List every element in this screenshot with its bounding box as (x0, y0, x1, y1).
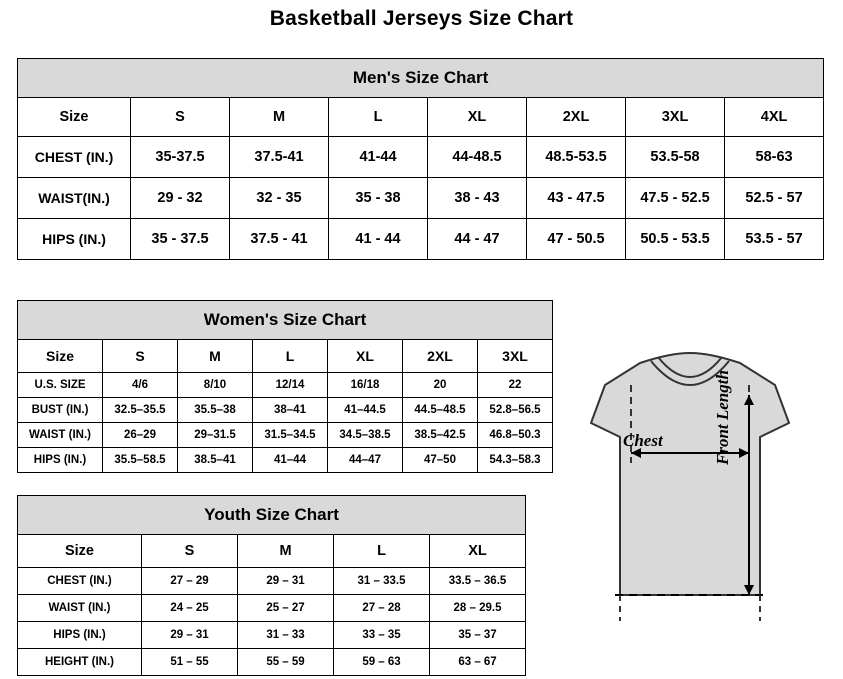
table-row (18, 398, 553, 423)
cell: 55 – 59 (238, 649, 334, 676)
front-length-measure-label: Front Length (713, 370, 732, 465)
youth-row-label-waist: WAIST (IN.) (18, 595, 142, 622)
cell: 33.5 – 36.5 (430, 568, 526, 595)
page-title: Basketball Jerseys Size Chart (269, 7, 574, 30)
cell: 37.5-41 (230, 137, 329, 178)
mens-col-xl: XL (428, 98, 527, 137)
table-row (18, 423, 553, 448)
mens-col-m: M (230, 98, 329, 137)
cell: 28 – 29.5 (430, 595, 526, 622)
mens-col-2xl: 2XL (527, 98, 626, 137)
youth-size-table (17, 495, 526, 676)
table-row (18, 649, 526, 676)
cell: 29 – 31 (142, 622, 238, 649)
table-row (18, 448, 553, 473)
cell: 25 – 27 (238, 595, 334, 622)
cell: 50.5 - 53.5 (626, 219, 725, 260)
womens-col-m: M (178, 340, 253, 373)
table-row (18, 219, 824, 260)
table-row (18, 373, 553, 398)
cell: 12/14 (253, 373, 328, 398)
womens-caption: Women's Size Chart (18, 301, 553, 340)
cell: 41-44 (329, 137, 428, 178)
cell: 31 – 33.5 (334, 568, 430, 595)
womens-size-table (17, 300, 553, 473)
youth-col-l: L (334, 535, 430, 568)
cell: 38.5–41 (178, 448, 253, 473)
cell: 29 – 31 (238, 568, 334, 595)
cell: 43 - 47.5 (527, 178, 626, 219)
mens-size-chart (17, 58, 823, 260)
cell: 44-48.5 (428, 137, 527, 178)
cell: 29–31.5 (178, 423, 253, 448)
cell: 38–41 (253, 398, 328, 423)
cell: 46.8–50.3 (478, 423, 553, 448)
cell: 44–47 (328, 448, 403, 473)
womens-row-label-us-size: U.S. SIZE (18, 373, 103, 398)
chest-measure-label: Chest (623, 431, 663, 450)
youth-col-m: M (238, 535, 334, 568)
mens-col-l: L (329, 98, 428, 137)
mens-col-4xl: 4XL (725, 98, 824, 137)
cell: 20 (403, 373, 478, 398)
mens-header-row (18, 98, 824, 137)
cell: 16/18 (328, 373, 403, 398)
youth-caption-row (18, 496, 526, 535)
womens-row-label-bust: BUST (IN.) (18, 398, 103, 423)
cell: 58-63 (725, 137, 824, 178)
table-row (18, 137, 824, 178)
cell: 33 – 35 (334, 622, 430, 649)
cell: 32 - 35 (230, 178, 329, 219)
youth-row-label-hips: HIPS (IN.) (18, 622, 142, 649)
mens-caption-row (18, 59, 824, 98)
cell: 47 - 50.5 (527, 219, 626, 260)
mens-row-label-hips: HIPS (IN.) (18, 219, 131, 260)
cell: 47–50 (403, 448, 478, 473)
womens-size-chart (17, 300, 552, 473)
cell: 31 – 33 (238, 622, 334, 649)
table-row (18, 622, 526, 649)
cell: 35.5–58.5 (103, 448, 178, 473)
cell: 47.5 - 52.5 (626, 178, 725, 219)
cell: 35 – 37 (430, 622, 526, 649)
mens-row-label-waist: WAIST(IN.) (18, 178, 131, 219)
cell: 41–44.5 (328, 398, 403, 423)
table-row (18, 178, 824, 219)
jersey-measurement-diagram (545, 345, 835, 665)
cell: 22 (478, 373, 553, 398)
cell: 44.5–48.5 (403, 398, 478, 423)
womens-col-s: S (103, 340, 178, 373)
womens-col-size: Size (18, 340, 103, 373)
youth-caption: Youth Size Chart (18, 496, 526, 535)
cell: 8/10 (178, 373, 253, 398)
womens-col-2xl: 2XL (403, 340, 478, 373)
cell: 35 - 37.5 (131, 219, 230, 260)
cell: 35-37.5 (131, 137, 230, 178)
cell: 34.5–38.5 (328, 423, 403, 448)
womens-row-label-waist: WAIST (IN.) (18, 423, 103, 448)
cell: 38.5–42.5 (403, 423, 478, 448)
womens-header-row (18, 340, 553, 373)
cell: 48.5-53.5 (527, 137, 626, 178)
cell: 4/6 (103, 373, 178, 398)
cell: 24 – 25 (142, 595, 238, 622)
cell: 26–29 (103, 423, 178, 448)
youth-col-xl: XL (430, 535, 526, 568)
womens-col-3xl: 3XL (478, 340, 553, 373)
table-row (18, 568, 526, 595)
youth-col-s: S (142, 535, 238, 568)
youth-row-label-chest: CHEST (IN.) (18, 568, 142, 595)
mens-size-table (17, 58, 824, 260)
cell: 52.5 - 57 (725, 178, 824, 219)
cell: 32.5–35.5 (103, 398, 178, 423)
cell: 31.5–34.5 (253, 423, 328, 448)
cell: 41–44 (253, 448, 328, 473)
womens-row-label-hips: HIPS (IN.) (18, 448, 103, 473)
cell: 59 – 63 (334, 649, 430, 676)
cell: 35 - 38 (329, 178, 428, 219)
mens-col-s: S (131, 98, 230, 137)
cell: 35.5–38 (178, 398, 253, 423)
mens-caption: Men's Size Chart (18, 59, 824, 98)
mens-row-label-chest: CHEST (IN.) (18, 137, 131, 178)
cell: 53.5 - 57 (725, 219, 824, 260)
cell: 52.8–56.5 (478, 398, 553, 423)
jersey-shape-icon (545, 345, 835, 665)
cell: 27 – 28 (334, 595, 430, 622)
cell: 53.5-58 (626, 137, 725, 178)
cell: 63 – 67 (430, 649, 526, 676)
mens-col-size: Size (18, 98, 131, 137)
womens-caption-row (18, 301, 553, 340)
womens-col-l: L (253, 340, 328, 373)
cell: 44 - 47 (428, 219, 527, 260)
cell: 38 - 43 (428, 178, 527, 219)
youth-size-chart (17, 495, 525, 676)
youth-header-row (18, 535, 526, 568)
cell: 54.3–58.3 (478, 448, 553, 473)
mens-col-3xl: 3XL (626, 98, 725, 137)
cell: 37.5 - 41 (230, 219, 329, 260)
cell: 27 – 29 (142, 568, 238, 595)
womens-col-xl: XL (328, 340, 403, 373)
cell: 51 – 55 (142, 649, 238, 676)
youth-row-label-height: HEIGHT (IN.) (18, 649, 142, 676)
youth-col-size: Size (18, 535, 142, 568)
table-row (18, 595, 526, 622)
cell: 41 - 44 (329, 219, 428, 260)
cell: 29 - 32 (131, 178, 230, 219)
